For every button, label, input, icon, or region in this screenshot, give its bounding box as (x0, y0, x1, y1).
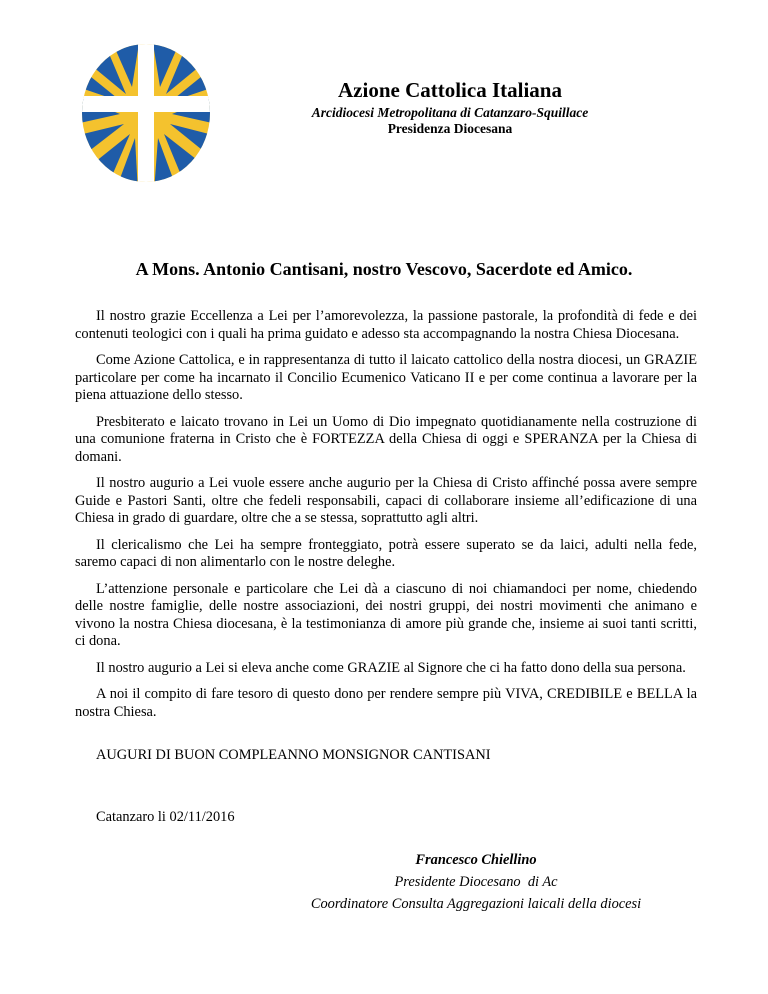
organization-title: Azione Cattolica Italiana (338, 78, 562, 102)
azione-cattolica-logo (80, 42, 212, 184)
paragraph: Il nostro augurio a Lei si eleva anche come GRAZIE al Signore che ci ha fatto dono della sua persona. (96, 659, 686, 676)
logo-emblem (80, 42, 212, 184)
office-name: Presidenza Diocesana (387, 121, 513, 136)
paragraph: A noi il compito di fare tesoro di questo dono per rendere sempre più VIVA, CREDIBILE e BELLA la nostra Chiesa. (75, 686, 697, 720)
paragraph: Il nostro grazie Eccellenza a Lei per l’amorevolezza, la passione pastorale, la profondità di fede e dei contenuti teologici con i quali ha prima guidato e adesso sta accompagnando la nostra Chiesa Diocesana. (75, 308, 697, 342)
dedication-heading: A Mons. Antonio Cantisani, nostro Vescovo, Sacerdote ed Amico. (135, 259, 633, 279)
signatory-name: Francesco Chiellino (415, 852, 537, 868)
signatory-role: Presidente Diocesano di Ac (394, 874, 558, 890)
paragraph: L’attenzione personale e particolare che Lei dà a ciascuno di noi chiamandoci per nome, chiedendo delle nostre famiglie, delle nostre associazioni, dei nostri gruppi, dei nostri movimenti che animano e vivono la nostra Chiesa diocesana, è la testimonianza di amore più grande che, insieme ai suoi tanti scritti, ci dona. (75, 580, 697, 649)
paragraph: Il nostro augurio a Lei vuole essere anche augurio per la Chiesa di Cristo affinché possa avere sempre Guide e Pastori Santi, oltre che fedeli responsabili, capaci di collaborare insieme all’edificazione di una Chiesa in grado di guardare, oltre che a se stessa, soprattutto agli altri. (75, 475, 697, 526)
paragraph: Presbiterato e laicato trovano in Lei un Uomo di Dio impegnato quotidianamente nella costruzione di una comunione fraterna in Cristo che è FORTEZZA della Chiesa di oggi e SPERANZA per la Chiesa di domani. (75, 413, 697, 465)
diocese-subtitle: Arcidiocesi Metropolitana di Catanzaro-Squillace (311, 105, 589, 120)
place-date: Catanzaro li 02/11/2016 (96, 809, 235, 825)
signatory-role-secondary: Coordinatore Consulta Aggregazioni laicali della diocesi (310, 896, 642, 912)
paragraph: Il clericalismo che Lei ha sempre fronteggiato, potrà essere superato se da laici, adulti nella fede, saremo capaci di non alimentarlo con le nostre deleghe. (75, 536, 697, 570)
signature-block (290, 849, 662, 915)
letterhead (300, 78, 600, 136)
letter-body (75, 308, 697, 730)
paragraph: Come Azione Cattolica, e in rappresentanza di tutto il laicato cattolico della nostra diocesi, un GRAZIE particolare per come ha incarnato il Concilio Ecumenico Vaticano II e per come continua a lavorare per la piena attuazione dello stesso. (75, 352, 697, 403)
birthday-greeting: AUGURI DI BUON COMPLEANNO MONSIGNOR CANTISANI (96, 747, 491, 763)
